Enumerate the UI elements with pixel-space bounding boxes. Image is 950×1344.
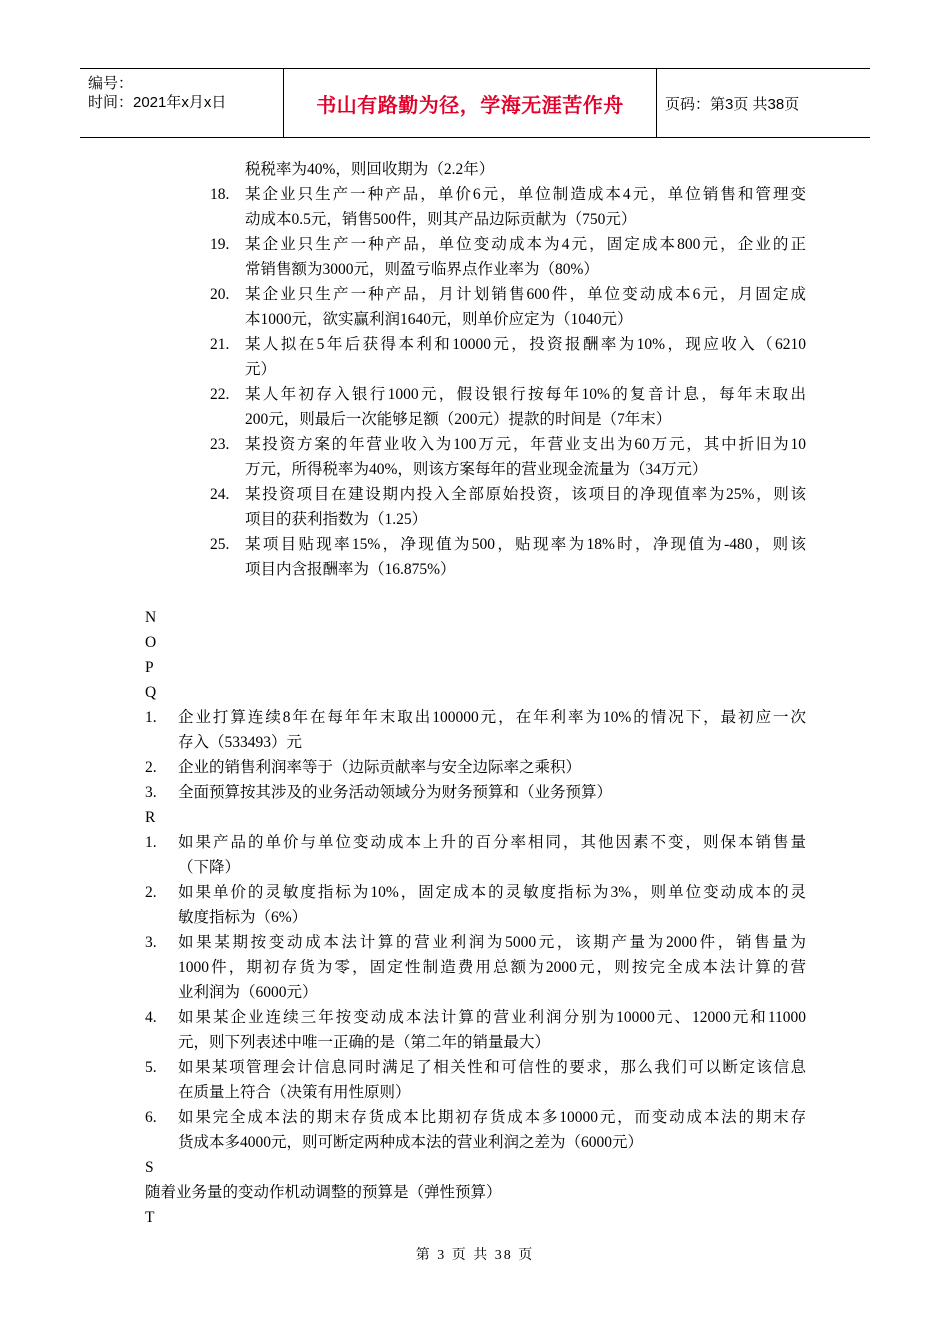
item-text-line: 某人拟在5年后获得本利和10000元，投资报酬率为10%，现应收入（6210 xyxy=(245,336,806,353)
item-text-line: 企业的销售利润率等于（边际贡献率与安全边际率之乘积） xyxy=(178,759,582,776)
section-letter: Q xyxy=(145,684,157,701)
page-header xyxy=(80,68,870,138)
item-number: 1. xyxy=(145,709,157,726)
item-text-line: 项目的获利指数为（1.25） xyxy=(245,511,428,528)
item-number: 19. xyxy=(210,236,230,253)
item-text-line: （下降） xyxy=(178,859,241,876)
section-letter: S xyxy=(145,1159,154,1176)
item-text-line: 本1000元，欲实赢利润1640元，则单价应定为（1040元） xyxy=(245,311,633,328)
item-text-line: 税税率为40%，则回收期为（2.2年） xyxy=(245,161,495,178)
section-letter: T xyxy=(145,1209,155,1226)
item-text-line: 业利润为（6000元） xyxy=(178,984,318,1001)
item-text-line: 200元，则最后一次能够足额（200元）提款的时间是（7年末） xyxy=(245,411,672,428)
item-text-line: 元） xyxy=(245,361,277,378)
section-letter: O xyxy=(145,634,157,651)
item-number: 6. xyxy=(145,1109,157,1126)
item-text-line: 某项目贴现率15%，净现值为500，贴现率为18%时，净现值为-480，则该 xyxy=(245,536,806,553)
item-number: 25. xyxy=(210,536,230,553)
item-text-line: 动成本0.5元，销售500件，则其产品边际贡献为（750元） xyxy=(245,211,637,228)
header-meta xyxy=(80,69,283,137)
item-number: 23. xyxy=(210,436,230,453)
item-number: 5. xyxy=(145,1059,157,1076)
paragraph-text: 随着业务量的变动作机动调整的预算是（弹性预算） xyxy=(145,1184,502,1201)
item-text-line: 存入（533493）元 xyxy=(178,734,303,751)
item-text-line: 如果单价的灵敏度指标为10%，固定成本的灵敏度指标为3%，则单位变动成本的灵 xyxy=(178,884,806,901)
section-letter: P xyxy=(145,659,154,676)
item-text-line: 某企业只生产一种产品，单价6元，单位制造成本4元，单位销售和管理变 xyxy=(245,186,806,203)
item-number: 21. xyxy=(210,336,230,353)
item-number: 2. xyxy=(145,759,157,776)
item-text-line: 某投资项目在建设期内投入全部原始投资，该项目的净现值率为25%，则该 xyxy=(245,486,806,503)
number-label: 编号： xyxy=(88,75,134,92)
item-text-line: 如果某企业连续三年按变动成本法计算的营业利润分别为10000元、12000元和11000 xyxy=(178,1009,806,1026)
item-text-line: 1000件，期初存货为零，固定性制造费用总额为2000元，则按完全成本法计算的营 xyxy=(178,959,806,976)
item-text-line: 全面预算按其涉及的业务活动领域分为财务预算和（业务预算） xyxy=(178,784,613,801)
item-text-line: 项目内含报酬率为（16.875%） xyxy=(245,561,456,578)
item-number: 24. xyxy=(210,486,230,503)
item-text-line: 某投资方案的年营业收入为100万元，年营业支出为60万元，其中折旧为10 xyxy=(245,436,806,453)
item-text-line: 敏度指标为（6%） xyxy=(178,909,308,926)
item-number: 20. xyxy=(210,286,230,303)
section-letter: R xyxy=(145,809,156,826)
item-number: 1. xyxy=(145,834,157,851)
item-text-line: 如果某期按变动成本法计算的营业利润为5000元，该期产量为2000件，销售量为 xyxy=(178,934,806,951)
item-text-line: 如果完全成本法的期末存货成本比期初存货成本多10000元，而变动成本法的期末存 xyxy=(178,1109,806,1126)
header-motto xyxy=(283,69,657,137)
page-footer: 第 3 页 共 38 页 xyxy=(415,1248,535,1263)
item-text-line: 企业打算连续8年在每年年末取出100000元，在年利率为10%的情况下，最初应一次 xyxy=(178,709,806,726)
item-text-line: 在质量上符合（决策有用性原则） xyxy=(178,1084,411,1101)
item-text-line: 常销售额为3000元，则盈亏临界点作业率为（80%） xyxy=(245,261,599,278)
motto-text: 书山有路勤为径，学海无涯苦作舟 xyxy=(316,92,624,117)
item-text-line: 某企业只生产一种产品，单位变动成本为4元，固定成本800元，企业的正 xyxy=(245,236,806,253)
item-text-line: 某企业只生产一种产品，月计划销售600件，单位变动成本6元，月固定成 xyxy=(245,286,806,303)
section-letter: N xyxy=(145,609,157,626)
item-text-line: 如果产品的单价与单位变动成本上升的百分率相同，其他因素不变，则保本销售量 xyxy=(178,834,806,851)
item-text-line: 元，则下列表述中唯一正确的是（第二年的销量最大） xyxy=(178,1034,551,1051)
item-text-line: 某人年初存入银行1000元，假设银行按每年10%的复音计息，每年末取出 xyxy=(245,386,806,403)
item-text-line: 货成本多4000元，则可断定两种成本法的营业利润之差为（6000元） xyxy=(178,1134,644,1151)
header-page-info: 页码：第3页 共38页 xyxy=(665,95,800,113)
item-text-line: 万元，所得税率为40%，则该方案每年的营业现金流量为（34万元） xyxy=(245,461,708,478)
item-number: 3. xyxy=(145,934,157,951)
item-number: 3. xyxy=(145,784,157,801)
time-label: 时间：2021年x月x日 xyxy=(88,94,227,111)
item-text-line: 如果某项管理会计信息同时满足了相关性和可信性的要求，那么我们可以断定该信息 xyxy=(178,1059,806,1076)
item-number: 18. xyxy=(210,186,230,203)
item-number: 4. xyxy=(145,1009,157,1026)
item-number: 2. xyxy=(145,884,157,901)
item-number: 22. xyxy=(210,386,230,403)
